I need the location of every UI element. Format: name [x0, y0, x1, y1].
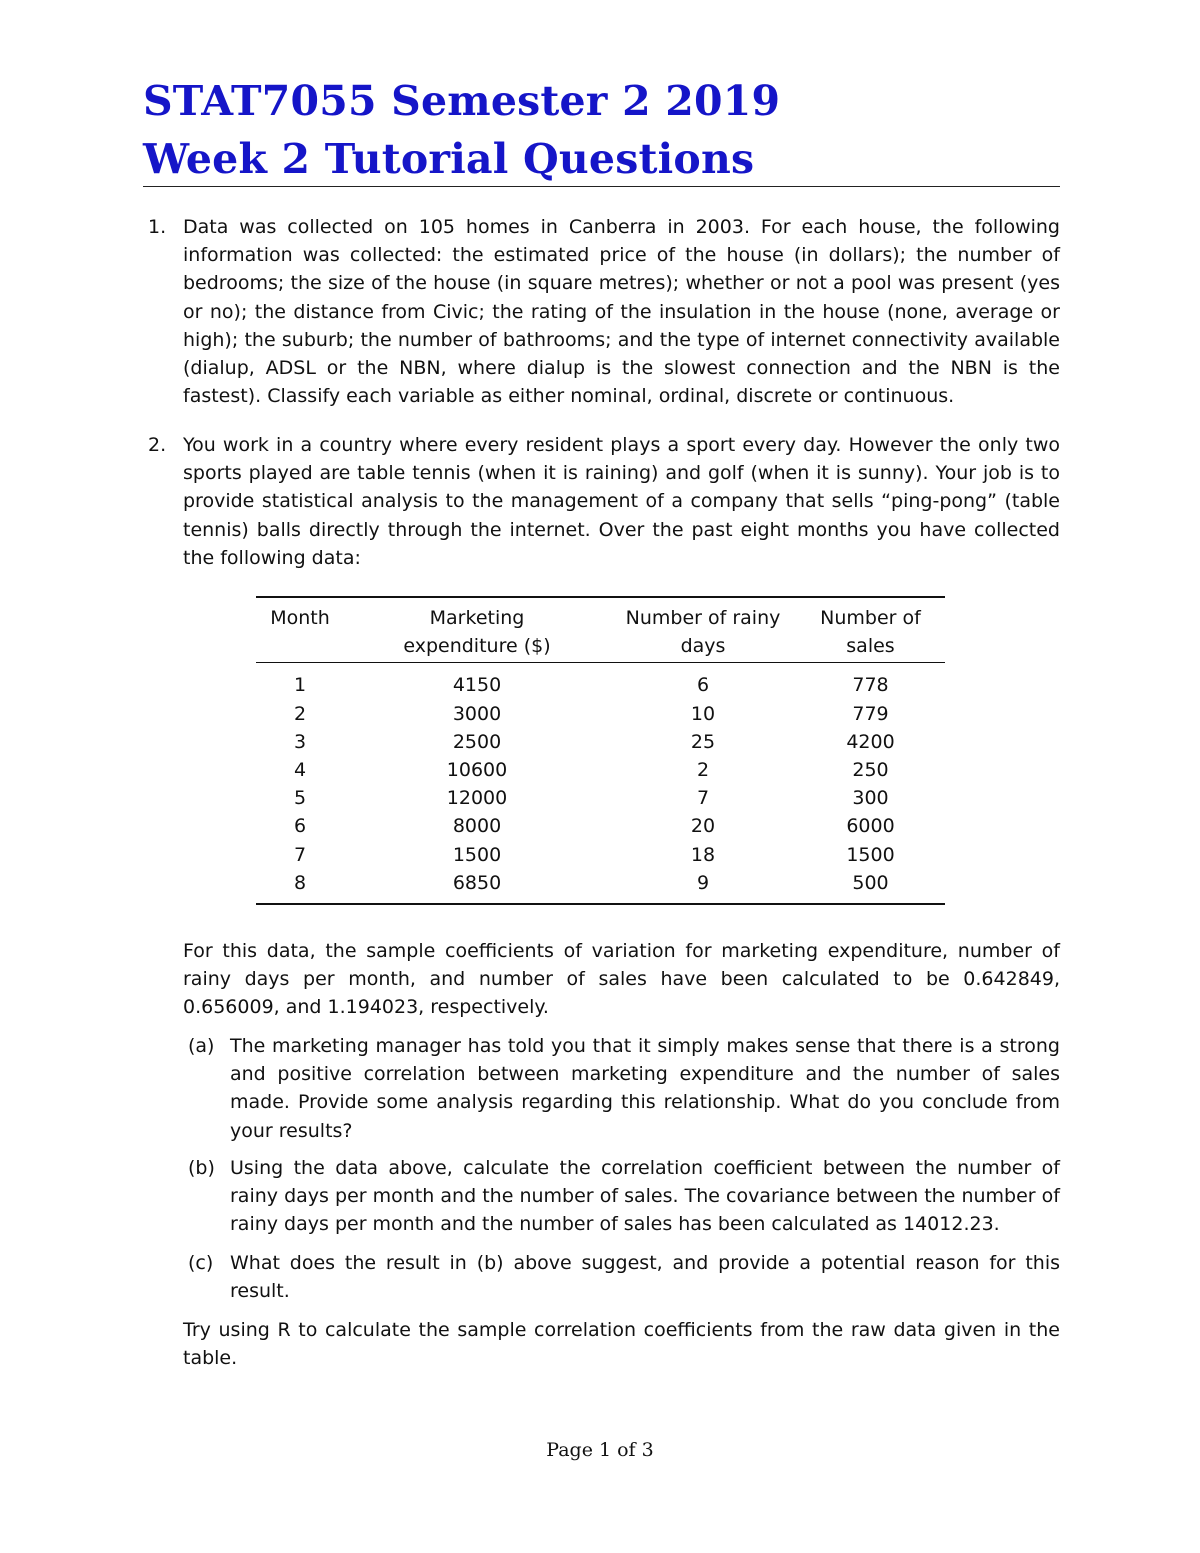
- table-row: [256, 784, 945, 812]
- cell-expenditure: 6850: [452, 871, 502, 894]
- cell-month: 6: [293, 815, 307, 838]
- cell-expenditure: 2500: [452, 730, 502, 753]
- cell-rainy-days: 2: [696, 759, 710, 782]
- subquestion-label: (a): [188, 1035, 215, 1057]
- cell-expenditure: 12000: [446, 787, 508, 810]
- table-row: [256, 756, 945, 784]
- try-r-paragraph: Try using R to calculate the sample correlation coefficients from the raw data given in the table.: [183, 1319, 1060, 1370]
- cell-expenditure: 10600: [446, 759, 508, 782]
- question-2: [148, 431, 1060, 572]
- question-number: 2.: [148, 434, 167, 456]
- cell-sales: 779: [852, 702, 889, 725]
- data-table: [256, 596, 945, 905]
- table-row: [256, 869, 945, 903]
- header-month: Month: [270, 607, 330, 629]
- cell-month: 7: [293, 843, 307, 866]
- cell-expenditure: 8000: [452, 815, 502, 838]
- question-number: 1.: [148, 216, 167, 238]
- subquestion-text: Using the data above, calculate the correlation coefficient between the number of rainy days per month and the number of sales. The covariance between the number of rainy days per month and the number of sales has been calculated as 14012.23.: [230, 1157, 1060, 1236]
- cell-expenditure: 1500: [452, 843, 502, 866]
- title-line-course: STAT7055 Semester 2 2019: [143, 77, 781, 125]
- cell-sales: 1500: [846, 843, 895, 866]
- question-1: [148, 213, 1060, 410]
- title-line-week: Week 2 Tutorial Questions: [143, 135, 755, 183]
- subquestion-a: [183, 1032, 1060, 1145]
- table-row: [256, 663, 945, 700]
- cell-rainy-days: 18: [690, 843, 716, 866]
- header-sales: Number of sales: [820, 607, 921, 658]
- table-header-row: [256, 598, 945, 663]
- title-rule: [143, 186, 1060, 187]
- subquestion-label: (b): [188, 1157, 215, 1179]
- cell-expenditure: 3000: [452, 702, 502, 725]
- cell-month: 3: [293, 730, 307, 753]
- subquestion-label: (c): [188, 1252, 214, 1274]
- subquestion-b: [183, 1154, 1060, 1239]
- coefficients-paragraph: For this data, the sample coefficients of variation for marketing expenditure, number of rainy days per month, and number of sales have been calculated to be 0.642849, 0.656009, and 1.194023, respectively.: [183, 940, 1060, 1019]
- table-row: [256, 728, 945, 756]
- cell-sales: 778: [852, 674, 889, 697]
- cell-month: 2: [293, 702, 307, 725]
- cell-sales: 6000: [846, 815, 895, 838]
- cell-rainy-days: 20: [690, 815, 716, 838]
- cell-expenditure: 4150: [452, 674, 502, 697]
- document-title: [143, 72, 1063, 188]
- header-marketing-expenditure: Marketing expenditure ($): [403, 607, 551, 658]
- cell-sales: 300: [852, 787, 889, 810]
- cell-rainy-days: 9: [696, 871, 710, 894]
- subquestion-text: What does the result in (b) above suggest, and provide a potential reason for this result.: [230, 1252, 1060, 1303]
- table-row: [256, 700, 945, 728]
- cell-month: 4: [293, 759, 307, 782]
- cell-rainy-days: 25: [690, 730, 716, 753]
- cell-month: 8: [293, 871, 307, 894]
- subquestion-c: [183, 1249, 1060, 1305]
- question-text: Data was collected on 105 homes in Canberra in 2003. For each house, the following information was collected: the estimated price of the house (in dollars); the number of bedrooms; the size of the house (in square metres); whether or not a pool was present (yes or no); the distance from Civic; the rating of the insulation in the house (none, average or high); the suburb; the number of bathrooms; and the type of internet connectivity available (dialup, ADSL or the NBN, where dialup is the slowest connection and the NBN is the fastest). Classify each variable as either nominal, ordinal, discrete or continuous.: [183, 216, 1060, 408]
- cell-sales: 4200: [846, 730, 895, 753]
- cell-rainy-days: 7: [696, 787, 710, 810]
- subquestion-text: The marketing manager has told you that it simply makes sense that there is a strong and positive correlation between marketing expenditure and the number of sales made. Provide some analysis regarding this relationship. What do you conclude from your results?: [230, 1035, 1060, 1142]
- header-rainy-days: Number of rainy days: [625, 607, 781, 658]
- cell-sales: 500: [852, 871, 889, 894]
- table-row: [256, 841, 945, 869]
- cell-month: 1: [293, 674, 307, 697]
- table-row: [256, 812, 945, 840]
- cell-month: 5: [293, 787, 307, 810]
- cell-sales: 250: [852, 759, 889, 782]
- cell-rainy-days: 6: [696, 674, 710, 697]
- page-number: Page 1 of 3: [546, 1439, 654, 1461]
- cell-rainy-days: 10: [690, 702, 716, 725]
- question-text: You work in a country where every resident plays a sport every day. However the only two sports played are table tennis (when it is raining) and golf (when it is sunny). Your job is to provide statistical analysis to the management of a company that sells “ping-pong” (table tennis) balls directly through the internet. Over the past eight months you have collected the following data:: [183, 434, 1060, 569]
